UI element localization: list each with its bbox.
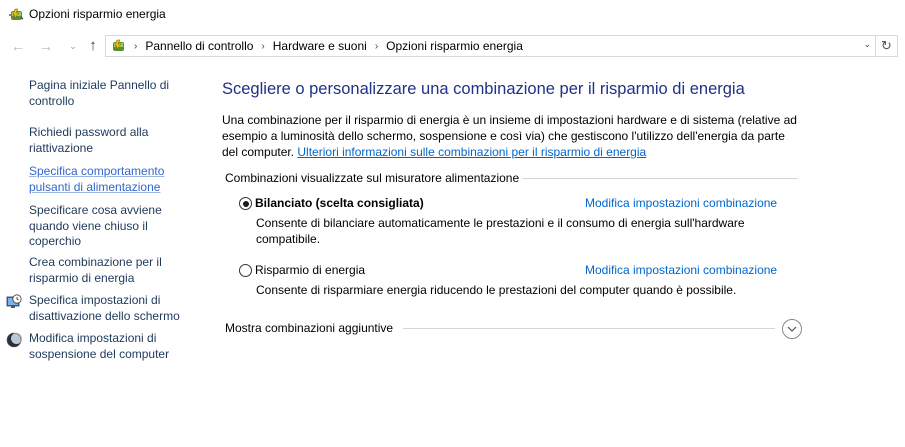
sidebar-item-display-off[interactable]: Specifica impostazioni di disattivazione dello schermo xyxy=(29,293,180,323)
window-title: Opzioni risparmio energia xyxy=(29,7,166,21)
change-plan-settings-link[interactable]: Modifica impostazioni combinazione xyxy=(585,263,778,277)
divider xyxy=(522,178,798,179)
breadcrumb-item-hardware-sound[interactable]: Hardware e suoni xyxy=(272,39,367,53)
divider xyxy=(403,328,775,329)
navigation-bar xyxy=(0,33,905,59)
title-bar xyxy=(0,0,905,30)
breadcrumb-item-power-options[interactable]: Opzioni risparmio energia xyxy=(386,39,523,53)
address-bar[interactable] xyxy=(105,35,876,57)
plan-description: Consente di bilanciare automaticamente le prestazioni e il consumo di energia sull'hardware compatibile. xyxy=(256,216,745,246)
refresh-icon[interactable]: ↻ xyxy=(876,35,898,57)
more-info-link[interactable]: Ulteriori informazioni sulle combinazioni per il risparmio di energia xyxy=(297,145,647,159)
sidebar-item-control-panel-home[interactable]: Pagina iniziale Pannello di controllo xyxy=(29,78,170,108)
power-options-icon xyxy=(110,38,126,54)
breadcrumb xyxy=(130,39,523,53)
plan-radio-balanced[interactable] xyxy=(239,197,252,210)
up-arrow-icon[interactable]: ↑ xyxy=(89,37,97,54)
address-dropdown-icon[interactable]: ⌄ xyxy=(863,39,871,49)
sidebar-item-sleep-settings[interactable]: Modifica impostazioni di sospensione del computer xyxy=(29,331,170,361)
chevron-right-icon[interactable]: › xyxy=(261,40,265,52)
more-plans-label[interactable]: Mostra combinazioni aggiuntive xyxy=(225,321,394,335)
power-options-icon xyxy=(8,7,24,23)
forward-icon[interactable]: → xyxy=(39,38,53,54)
chevron-right-icon[interactable]: › xyxy=(374,40,379,52)
recent-locations-chevron-icon[interactable]: ⌄ xyxy=(69,41,77,51)
display-clock-icon xyxy=(6,294,22,310)
page-title: Scegliere o personalizzare una combinazione per il risparmio di energia xyxy=(222,80,745,98)
main-content xyxy=(222,80,802,335)
back-icon[interactable]: ← xyxy=(11,38,25,54)
moon-sleep-icon xyxy=(6,332,22,348)
sidebar-item-power-buttons[interactable]: Specifica comportamento pulsanti di alimentazione xyxy=(29,164,165,194)
page-description: Una combinazione per il risparmio di energia è un insieme di impostazioni hardware e di sistema (relative ad esempio a luminosità dello schermo, sospensione e così via) che gestiscono l'utilizzo dell'energia da parte del computer. Ulteriori informazioni sulle combinazioni per il risparmio di energia xyxy=(222,113,797,159)
change-plan-settings-link[interactable]: Modifica impostazioni combinazione xyxy=(585,196,778,210)
plan-name[interactable]: Risparmio di energia xyxy=(255,263,366,277)
sidebar-item-require-password[interactable]: Richiedi password alla riattivazione xyxy=(29,125,149,155)
sidebar-item-lid-close[interactable]: Specificare cosa avviene quando viene chiuso il coperchio xyxy=(29,203,162,248)
expand-chevron-icon[interactable] xyxy=(782,319,802,339)
breadcrumb-item-control-panel[interactable]: Pannello di controllo xyxy=(145,39,254,53)
chevron-right-icon[interactable]: › xyxy=(134,40,138,52)
plan-description: Consente di risparmiare energia riducendo le prestazioni del computer quando è possibile. xyxy=(256,283,737,297)
plan-name[interactable]: Bilanciato (scelta consigliata) xyxy=(255,196,424,210)
plan-radio-power-saver[interactable] xyxy=(239,264,252,277)
group-label: Combinazioni visualizzate sul misuratore alimentazione xyxy=(225,171,525,185)
sidebar-item-create-plan[interactable]: Crea combinazione per il risparmio di energia xyxy=(29,255,162,285)
